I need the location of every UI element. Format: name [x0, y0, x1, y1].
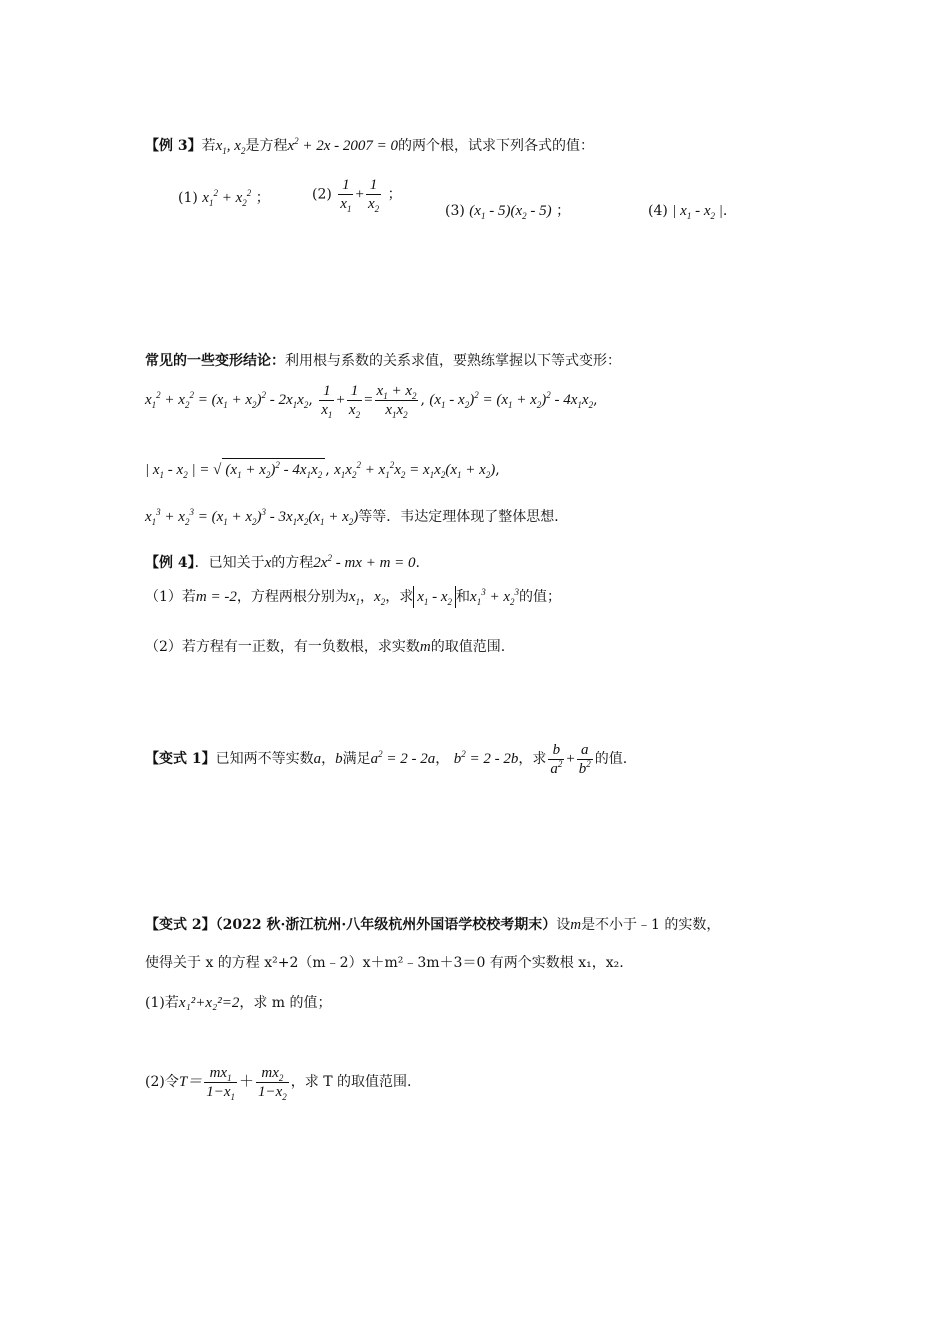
example4-q2-end: 的取值范围.	[430, 639, 506, 655]
example4-q2	[145, 636, 505, 658]
example3-item-2-frac-b: $\frac{1}{x_2}$	[367, 177, 380, 214]
example4-label: 【例 4】	[145, 555, 195, 571]
variant2-part2: (2)令T＝ $\frac{mx_1}{1-x_1}$ ＋ $\frac{mx_2}{1-x_2}$ ，求 T 的取值范围.	[145, 1064, 412, 1102]
variant1-frac-b: $\frac{a}{b^2}$	[578, 741, 591, 777]
example3-item-4-sep: .	[722, 203, 728, 219]
example4-q1-ask: ，求	[385, 589, 414, 605]
example3-statement	[145, 135, 594, 157]
variant2-p2-T: T＝	[178, 1074, 203, 1090]
example4-text-equation: 的方程	[271, 555, 314, 571]
variant2-line2	[145, 952, 624, 974]
example4-q2-text: （2）若方程有一正数，有一负数根，求实数	[145, 639, 420, 655]
conclusions-intro	[145, 350, 621, 372]
example3-text-if: 若	[201, 138, 216, 154]
variant1-text-satisfy: 满足	[342, 751, 371, 767]
variant2-p1-end: ，求 m 的值；	[239, 995, 332, 1011]
example4-q1-x1: $x_1$	[348, 589, 361, 607]
variant1-text-known: 已知两不等实数	[215, 751, 314, 767]
example3-item-1-no: (1)	[178, 190, 198, 206]
variant1-statement: 【变式 1】已知两不等实数a，b满足$a^2 = 2 - 2a$， $b^2 = 2 - 2b$，求 $\frac{b}{a^2}$ + $\frac{a}{b^2}$ 的值.	[145, 741, 628, 777]
identity-row-3	[145, 506, 568, 528]
variant2-source: （2022 秋·浙江杭州·八年级杭州外国语学校校考期末）	[215, 917, 557, 933]
example3-item-4-expr: | $x_1 - x_2$ |	[672, 203, 723, 221]
example3-item-3-expr: $(x_1 - 5)(x_2 - 5)$	[469, 203, 552, 221]
example3-item-2-frac-a: $\frac{1}{x_1}$	[340, 177, 352, 214]
variant2-frac-2: $\frac{mx_2}{1-x_2}$	[258, 1064, 287, 1102]
example4-q1-abs: $x_1 - x_2$	[413, 586, 456, 608]
variant2-var-m: m	[570, 917, 582, 933]
example4-q1-prefix: （1）若	[145, 589, 196, 605]
variant1-eq2: $b^2 = 2 - 2b$	[453, 749, 519, 767]
example4-q1: （1）若m = -2，方程两根分别为$x_1$，$x_2$，求 $x_1 - x_2$ 和$x_1^3 + x_2^3$的值；	[145, 587, 561, 607]
example3-item-3-sep: ；	[556, 203, 571, 219]
identity-recip-b: $\frac{1}{x_2}$	[348, 382, 361, 420]
example3-text-is-equation: 是方程	[245, 138, 288, 154]
example3-item-1-sep: ；	[255, 190, 270, 206]
example4-q1-and: 和	[456, 589, 471, 605]
variant1-end: 的值.	[594, 751, 628, 767]
identity-abs-diff: | $x_1 - x_2$ | = √ $(x_1 + x_2)^2 - 4x_1x_2$	[145, 462, 325, 478]
example3-item-4	[648, 200, 727, 222]
example4-text-known: ．已知关于	[194, 555, 265, 571]
variant2-line1	[145, 914, 720, 936]
example3-item-2-no: (2)	[312, 186, 332, 203]
example4-q1-mid: ，方程两根分别为	[236, 589, 349, 605]
identity-sum-cubes: $x_1^3 + x_2^3 = (x_1 + x_2)^3 - 3x_1x_2(x_1 + x_2)$	[145, 507, 359, 527]
variant1-var-b: b	[335, 751, 343, 767]
example3-item-3	[445, 200, 570, 222]
variant2-text-let: 设	[556, 917, 571, 933]
identity-recip-a: $\frac{1}{x_1}$	[321, 382, 333, 420]
example3-equation: $x^2 + 2x - 2007 = 0$	[287, 136, 399, 154]
identity-sum-squares: $x_1^2 + x_2^2 = (x_1 + x_2)^2 - 2x_1x_2$	[145, 390, 309, 410]
example4-q1-end: 的值；	[519, 589, 561, 605]
example4-q1-cubes: $x_1^3 + x_2^3$	[470, 587, 519, 607]
example3-text-roots: 的两个根，试求下列各式的值：	[398, 138, 595, 154]
variant1-label: 【变式 1】	[145, 751, 216, 767]
example3-label: 【例 3】	[145, 138, 202, 154]
identity-row-1: $x_1^2 + x_2^2 = (x_1 + x_2)^2 - 2x_1x_2$, $\frac{1}{x_1}$ + $\frac{1}{x_2}$ = $\frac{x_1 + x_2}{x_1x_2}$ , $(x_1 - x_2)^2 = (x_1 + x_2)^2 - 4x_1x_2$,	[145, 382, 598, 420]
variant2-part1	[145, 992, 332, 1014]
variant2-frac-1: $\frac{mx_1}{1-x_1}$	[206, 1064, 235, 1102]
example4-var: x	[264, 555, 272, 571]
example3-item-2-sep: ；	[387, 186, 402, 203]
variant2-equation-text: 使得关于 x 的方程 x²+2（m﹣2）x＋m²﹣3m＋3＝0 有两个实数根 x₁，x₂.	[145, 955, 624, 971]
example4-statement: 【例 4】．已知关于x的方程$2x^2$ - mx + m = 0.	[145, 553, 420, 571]
identity-row-2: | $x_1 - x_2$ | = √ $(x_1 + x_2)^2 - 4x_1x_2$ , $x_1x_2^2 + x_1^2x_2 = x_1x_2(x_1 + x_2)$,	[145, 460, 500, 480]
identity-diff-square: $(x_1 - x_2)^2 = (x_1 + x_2)^2 - 4x_1x_2$	[429, 390, 594, 410]
example3-item-4-no: (4)	[648, 203, 668, 219]
example3-item-1-expr: $x_1^2 + x_2^2$	[202, 188, 252, 208]
example4-equation: $2x^2$ - mx + m = 0	[313, 553, 416, 571]
example3-item-3-no: (3)	[445, 203, 465, 219]
conclusions-tail: 等等．韦达定理体现了整体思想．	[358, 509, 569, 525]
example3-items	[178, 178, 270, 218]
conclusions-intro-text: 利用根与系数的关系求值，要熟练掌握以下等式变形：	[285, 353, 621, 369]
example3-item-2: (2) $\frac{1}{x_1}$ + $\frac{1}{x_2}$ ；	[312, 177, 402, 214]
example4-q1-cond: m = -2	[195, 589, 237, 605]
variant1-frac-a: $\frac{b}{a^2}$	[550, 741, 563, 777]
variant2-label: 【变式 2】	[145, 917, 216, 933]
variant1-eq1: $a^2 = 2 - 2a$	[370, 749, 436, 767]
variant2-p2-prefix: (2)令	[145, 1074, 179, 1090]
variant2-text-cond: 是不小于﹣1 的实数，	[581, 917, 721, 933]
variant2-p2-end: ，求 T 的取值范围.	[290, 1074, 412, 1090]
variant1-var-a: a	[313, 751, 322, 767]
example4-q2-var: m	[419, 639, 431, 655]
variant2-p1-prefix: (1)若	[145, 995, 179, 1011]
conclusions-heading: 常见的一些变形结论：	[145, 353, 285, 369]
identity-mixed: $x_1x_2^2 + x_1^2x_2 = x_1x_2(x_1 + x_2)$	[334, 460, 496, 480]
variant1-ask: ，求	[518, 751, 547, 767]
variant2-p1-eq: x₁²+x₂²=2	[178, 995, 240, 1011]
example4-q1-x2: $x_2$	[374, 589, 386, 607]
example3-roots: $x_1$, $x_2$	[215, 138, 246, 156]
identity-recip-result: $\frac{x_1 + x_2}{x_1x_2}$	[376, 382, 417, 420]
